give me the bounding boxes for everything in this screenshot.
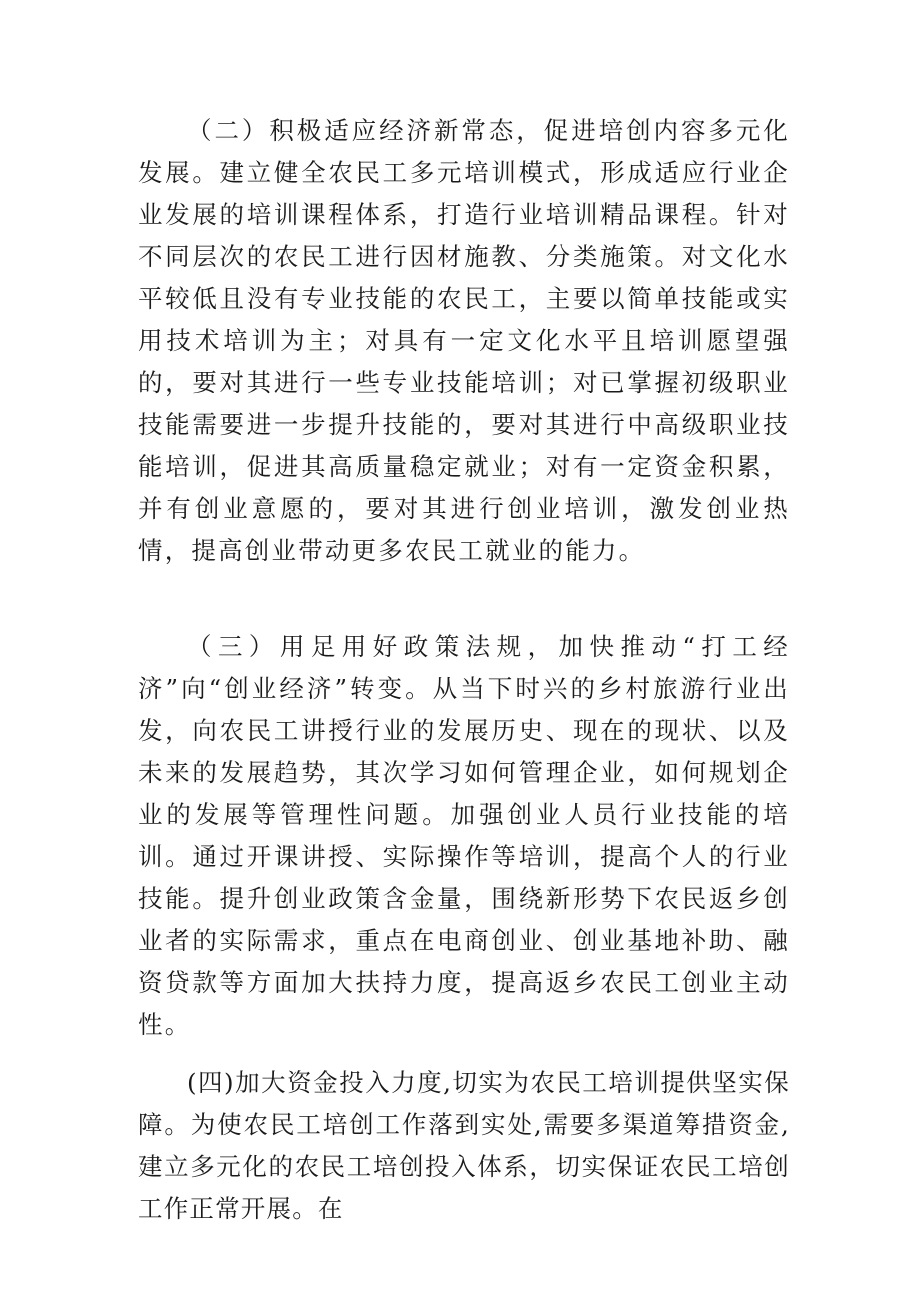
paragraph-section-3: （三）用足用好政策法规，加快推动“打工经济”向“创业经济”转变。从当下时兴的乡村旅游行业出发，向农民工讲授行业的发展历史、现在的现状、以及未来的发展趋势，其次学习如何管理企业，如何规划企业的发展等管理性问题。加强创业人员行业技能的培训。通过开课讲授、实际操作等培训，提高个人的行业技能。提升创业政策含金量，围绕新形势下农民返乡创业者的实际需求，重点在电商创业、创业基地补助、融资贷款等方面加大扶持力度，提高返乡农民工创业主动性。 [138,632,790,1039]
paragraph-section-2: （二）积极适应经济新常态，促进培创内容多元化发展。建立健全农民工多元培训模式，形成适应行业企业发展的培训课程体系，打造行业培训精品课程。针对不同层次的农民工进行因材施教、分类施策。对文化水平较低且没有专业技能的农民工，主要以简单技能或实用技术培训为主；对具有一定文化水平且培训愿望强的，要对其进行一些专业技能培训；对已掌握初级职业技能需要进一步提升技能的，要对其进行中高级职业技能培训，促进其高质量稳定就业；对有一定资金积累，并有创业意愿的，要对其进行创业培训，激发创业热情，提高创业带动更多农民工就业的能力。 [138,116,790,565]
paragraph-section-4: (四)加大资金投入力度,切实为农民工培训提供坚实保障。为使农民工培创工作落到实处,需要多渠道筹措资金,建立多元化的农民工培创投入体系，切实保证农民工培创工作正常开展。在 [138,1068,790,1223]
